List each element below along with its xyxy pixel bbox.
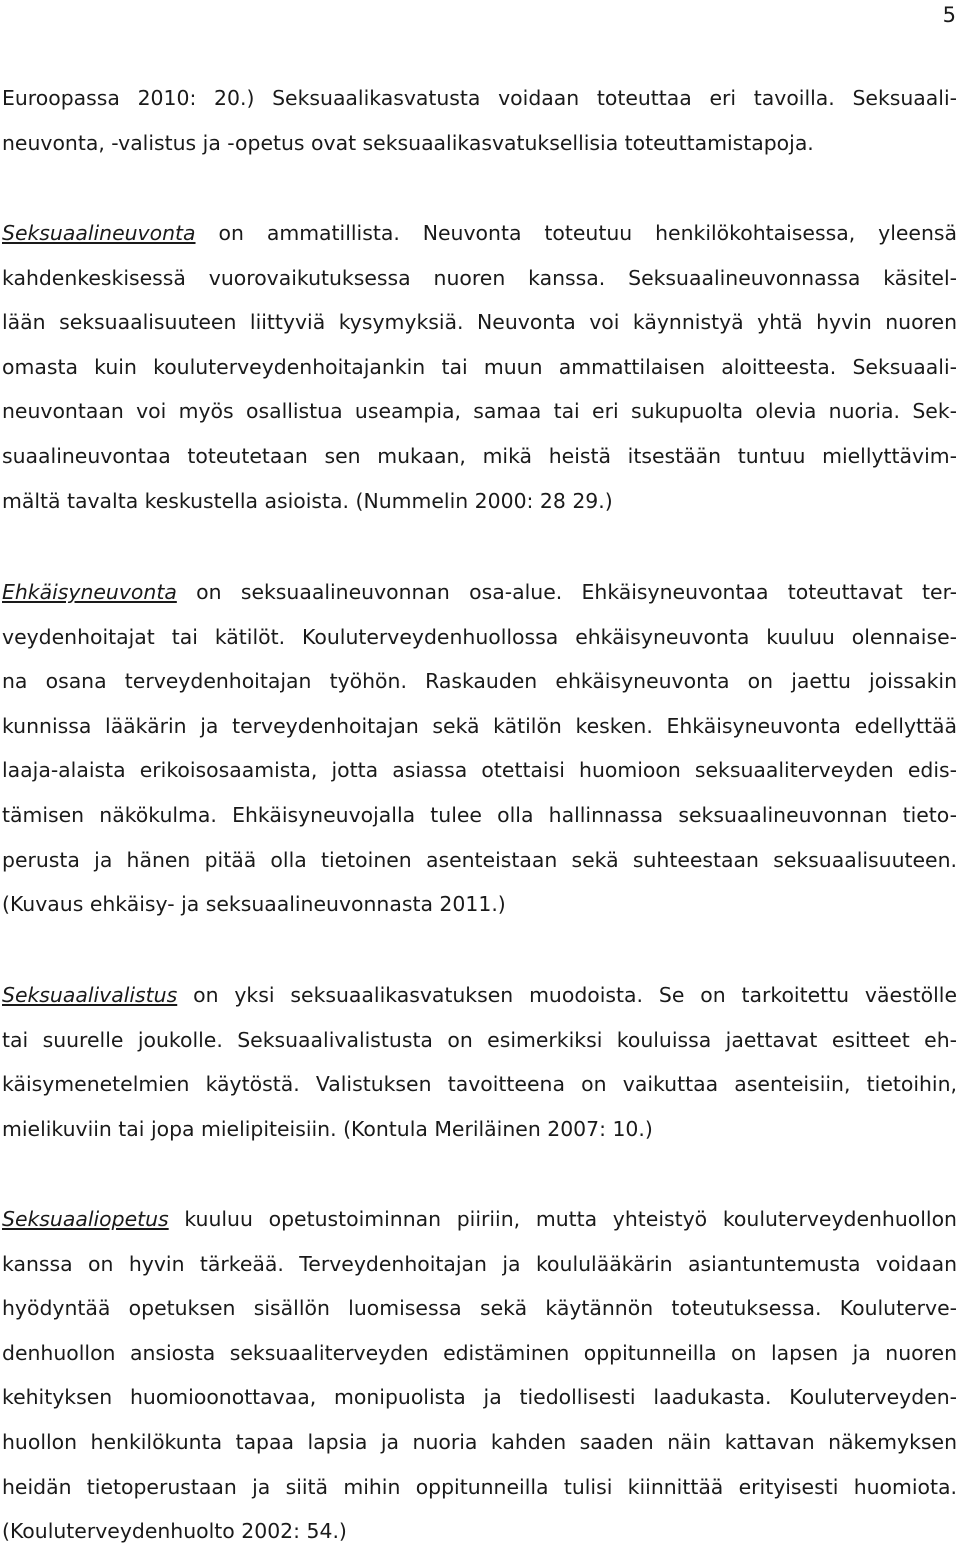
text-line: veydenhoitajat tai kätilöt. Kouluterveydenhuollossa ehkäisyneuvonta kuuluu olennaise- — [2, 624, 957, 649]
text-line: kahdenkeskisessä vuorovaikutuksessa nuoren kanssa. Seksuaalineuvonnassa käsitel- — [2, 265, 957, 290]
text-line: lään seksuaalisuuteen liittyviä kysymyksiä. Neuvonta voi käynnistyä yhtä hyvin nuoren — [2, 310, 957, 335]
text-line: tämisen näkökulma. Ehkäisyneuvojalla tulee olla hallinnassa seksuaalineuvonnan tieto- — [2, 802, 957, 827]
text-line: heidän tietoperustaan ja siitä mihin oppitunneilla tulisi kiinnittää erityisesti huomiota. — [2, 1474, 957, 1499]
term-seksuaalineuvonta: Seksuaalineuvonta — [2, 221, 196, 245]
text-line: denhuollon ansiosta seksuaaliterveyden edistäminen oppitunneilla on lapsen ja nuoren — [2, 1340, 957, 1365]
paragraph-intro-continued — [2, 83, 957, 172]
text-line: Seksuaalineuvonta on ammatillista. Neuvonta toteutuu henkilökohtaisessa, yleensä — [2, 221, 957, 245]
paragraph-ehkaisyneuvonta — [2, 577, 957, 934]
text-line: omasta kuin kouluterveydenhoitajankin tai muun ammattilaisen aloitteesta. Seksuaali- — [2, 354, 957, 379]
text-line: neuvontaan voi myös osallistua useampia, samaa tai eri sukupuolta olevia nuoria. Sek- — [2, 399, 957, 424]
text-line: mältä tavalta keskustella asioista. (Nummelin 2000: 28 29.) — [2, 488, 613, 513]
text-line: Seksuaalivalistus on yksi seksuaalikasvatuksen muodoista. Se on tarkoitettu väestölle — [2, 983, 957, 1007]
text-line: suaalineuvontaa toteutetaan sen mukaan, mikä heistä itsestään tuntuu miellyttävim- — [2, 443, 957, 468]
text-line: laaja-alaista erikoisosaamista, jotta asiassa otettaisi huomioon seksuaaliterveyden edis- — [2, 758, 957, 783]
text-line: kehityksen huomioonottavaa, monipuolista ja tiedollisesti laadukasta. Kouluterveyden- — [2, 1385, 957, 1410]
text-line: hyödyntää opetuksen sisällön luomisessa sekä käytännön toteutuksessa. Kouluterve- — [2, 1296, 957, 1321]
page-number: 5 — [942, 3, 956, 27]
paragraph-seksuaaliopetus — [2, 1204, 957, 1561]
text-line: kanssa on hyvin tärkeää. Terveydenhoitajan ja koululääkärin asiantuntemusta voidaan — [2, 1251, 957, 1276]
text-line: Seksuaaliopetus kuuluu opetustoiminnan piiriin, mutta yhteistyö kouluterveydenhuollon — [2, 1207, 957, 1231]
text-line: Ehkäisyneuvonta on seksuaalineuvonnan osa-alue. Ehkäisyneuvontaa toteuttavat ter- — [2, 580, 957, 604]
text-line: perusta ja hänen pitää olla tietoinen asenteistaan sekä suhteestaan seksuaalisuuteen. — [2, 847, 957, 872]
term-seksuaaliopetus: Seksuaaliopetus — [2, 1207, 169, 1231]
term-ehkaisyneuvonta: Ehkäisyneuvonta — [2, 580, 177, 604]
text-line: (Kouluterveydenhuolto 2002: 54.) — [2, 1519, 347, 1544]
paragraph-seksuaalivalistus — [2, 980, 957, 1158]
text-line: käisymenetelmien käytöstä. Valistuksen tavoitteena on vaikuttaa asenteisiin, tietoihin, — [2, 1072, 957, 1097]
text-line: na osana terveydenhoitajan työhön. Raskauden ehkäisyneuvonta on jaettu joissakin — [2, 669, 957, 694]
text-line: huollon henkilökunta tapaa lapsia ja nuoria kahden saaden näin kattavan näkemyksen — [2, 1429, 957, 1454]
text-line: (Kuvaus ehkäisy- ja seksuaalineuvonnasta 2011.) — [2, 892, 506, 917]
paragraph-seksuaalineuvonta — [2, 218, 957, 530]
text-line: tai suurelle joukolle. Seksuaalivalistusta on esimerkiksi kouluissa jaettavat esitteet eh- — [2, 1027, 957, 1052]
text-line: kunnissa lääkärin ja terveydenhoitajan sekä kätilön kesken. Ehkäisyneuvonta edellyttää — [2, 713, 957, 738]
text-line: Euroopassa 2010: 20.) Seksuaalikasvatusta voidaan toteuttaa eri tavoilla. Seksuaali- — [2, 86, 957, 110]
term-seksuaalivalistus: Seksuaalivalistus — [2, 983, 178, 1007]
text-line: mielikuviin tai jopa mielipiteisiin. (Kontula Meriläinen 2007: 10.) — [2, 1116, 653, 1141]
text-line: neuvonta, -valistus ja -opetus ovat seksuaalikasvatuksellisia toteuttamistapoja. — [2, 130, 814, 155]
